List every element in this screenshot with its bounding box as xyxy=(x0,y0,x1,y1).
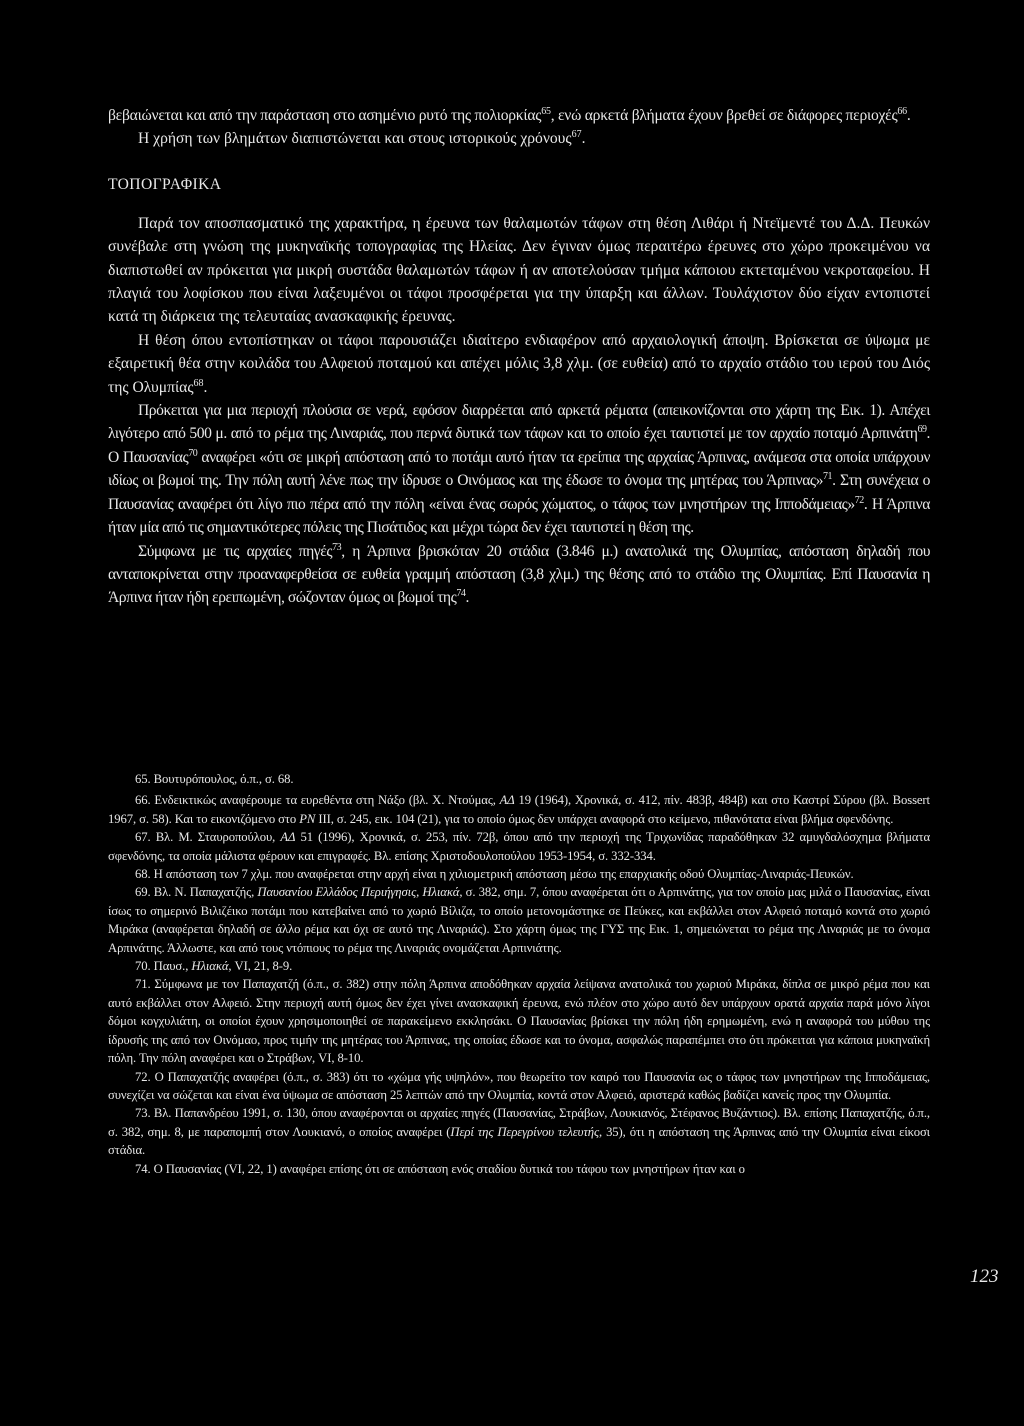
text: . Στη συνέχεια ο Παυσανίας αναφέρει ότι λίγο πιο πέρα από την πόλη «είναι ένας σωρός χώματος, ο τάφος των μνηστήρων της Ιπποδάμειας» xyxy=(108,472,930,513)
text: , ενώ αρκετά βλήματα έχουν βρεθεί σε διάφορες περιοχές xyxy=(550,107,898,124)
text: PN xyxy=(299,811,316,826)
paragraph-0 xyxy=(108,104,930,127)
footnote-74: 74. Ο Παυσανίας (VI, 22, 1) αναφέρει επίσης ότι σε απόσταση ενός σταδίου δυτικά του τάφου των μνηστήρων ήταν και ο xyxy=(135,1161,745,1176)
paragraph-1 xyxy=(108,127,930,150)
text: III, σ. 245, εικ. 104 (21), για το οποίο όμως δεν υπάρχει αναφορά στο κείμενο, πιθανότατα είναι βλήμα σφενδόνης. xyxy=(315,811,894,826)
text: αναφέρει «ότι σε μικρή απόσταση από το ποτάμι αυτό ήταν τα ερείπια της αρχαίας Άρπινας, ανάμεσα στα οποία υπάρχουν ιδίως οι βωμοί της. Την πόλη αυτή λένε πως την ίδρυσε ο Οινόμαος και της έδωσε το όνομα της μητέρας του Άρπινας» xyxy=(108,448,930,490)
main-text xyxy=(108,104,930,610)
footnote-ref-71[interactable]: 71 xyxy=(823,471,833,483)
footnote-68: 68. Η απόσταση των 7 χλμ. που αναφέρεται στην αρχή είναι η χιλιομετρική απόσταση μέσω της επαρχιακής οδού Ολυμπίας-Λιναριάς-Πευκών. xyxy=(135,867,854,882)
text: Η χρήση των βλημάτων διαπιστώνεται και στους ιστορικούς χρόνους xyxy=(138,130,572,148)
footnote-67 xyxy=(108,828,930,865)
text: Ηλιακά xyxy=(191,959,229,974)
footnote-ref-69[interactable]: 69 xyxy=(917,424,927,436)
text: ΑΔ xyxy=(280,830,296,845)
text: 69. Βλ. Ν. Παπαχατζής, xyxy=(135,885,258,900)
text: 73. Βλ. Παπανδρέου 1991, σ. 130, όπου αναφέρονται οι αρχαίες πηγές (Παυσανίας, Στράβων, Λουκιανός, Στέφανος Βυζάντιος). Βλ. επίσης Παπαχατζής, ό.π., σ. 382, σημ. 8, με παραπομπή στον Λουκιανό, ο οποίος αναφέρει ( xyxy=(108,1106,930,1139)
text: 67. Βλ. Μ. Σταυροπούλου, xyxy=(135,830,281,845)
text: 70. Παυσ., xyxy=(135,959,192,974)
text: 51 (1996), Χρονικά, σ. 253, πίν. 72β, όπου από την περιοχή της Τριχωνίδας παραδόθηκαν 32 αμυγδαλόσχημα βλήματα σφενδόνης, τα οποία μάλιστα φέρουν και επιγραφές. Βλ. επίσης Χριστοδουλοπούλου 1953-1954, σ. 332-334. xyxy=(108,830,931,863)
text: . xyxy=(581,130,586,148)
text: Παυσανίου Ελλάδος Περιήγησις, Ηλιακά xyxy=(257,885,460,900)
page-number: 123 xyxy=(970,1266,999,1287)
footnote-ref-73[interactable]: 73 xyxy=(332,541,342,553)
footnote-ref-67[interactable]: 67 xyxy=(571,129,582,141)
main-body xyxy=(108,104,930,610)
text: . xyxy=(465,589,469,607)
text: Σύμφωνα με τις αρχαίες πηγές xyxy=(138,542,333,560)
footnote-ref-65[interactable]: 65 xyxy=(541,106,551,117)
paragraph-5 xyxy=(108,540,930,610)
text: Περί της Περεγρίνου τελευτής xyxy=(450,1124,600,1139)
footnote-70 xyxy=(108,957,930,975)
text: ΑΔ xyxy=(499,793,515,808)
footnote-ref-74[interactable]: 74 xyxy=(456,588,466,600)
footnote-73 xyxy=(108,1104,930,1159)
footnote-71: 71. Σύμφωνα με τον Παπαχατζή (ό.π., σ. 382) στην πόλη Άρπινα αποδόθηκαν αρχαία λείψανα ανατολικά του χωριού Μιράκα, δίπλα σε μικρό ρέμα που και αυτό εκβάλλει στον Αλφειό. Στην περιοχή αυτή όμως δεν έχει γίνει ανασκαφική έρευνα, ενώ πλέον στο χώρο αυτό δεν υπάρχουν ορατά αρχαία παρά μόνο λίγοι δόμοι κογχυλιάτη, οι οποίοι έχουν χρησιμοποιηθεί σε παρακείμενο εκκλησάκι. Ο Παυσανίας βρίσκει την πόλη ήδη ερημωμένη, ενώ η αναφορά του μύθου της ίδρυσής της από τον Οινόμαο, προς τιμήν της μητέρας του Άρπινας, της οποίας έδωσε και το όνομα, ασφαλώς παραπέμπει στο ότι πρόκειται για κάποια μυκηναϊκή πόλη. Την πόλη αναφέρει και ο Στράβων, VI, 8-10. xyxy=(108,977,930,1066)
text: Πρόκειται για μια περιοχή πλούσια σε νερά, εφόσον διαρρέεται από αρκετά ρέματα (απεικονίζονται στο χάρτη της Εικ. 1). Απέχει λιγότερο από 500 μ. από το ρέμα της Λιναριάς, που περνά δυτικά των τάφων και το οποίο έχει ταυτιστεί με τον αρχαίο ποταμό Αρπινάτη xyxy=(108,402,930,443)
section-heading: ΤΟΠΟΓΡΑΦΙΚΑ xyxy=(108,175,222,193)
paragraph-2: Παρά τον αποσπασματικό της χαρακτήρα, η έρευνα των θαλαμωτών τάφων στη θέση Λιθάρι ή Ντεϊμεντέ του Δ.Δ. Πευκών συνέβαλε στη γνώση της μυκηναϊκής τοπογραφίας της Ηλείας. Δεν έγιναν όμως περαιτέρω έρευνες στο χώρο προκειμένου να διαπιστωθεί αν πρόκειται για μικρή συστάδα θαλαμωτών τάφων ή αν αποτελούσαν τμήμα κάποιου εκτεταμένου νεκροταφείου. Η πλαγιά του λοφίσκου που είναι λαξευμένοι οι τάφοι προσφέρεται για την ύπαρξη και άλλων. Τουλάχιστον δύο είχαν εντοπιστεί κατά τη διάρκεια της τελευταίας ανασκαφικής έρευνας. xyxy=(108,214,930,326)
text: . Η Άρπινα ήταν μία από τις σημαντικότερες πόλεις της Πισάτιδος και μέχρι τώρα δεν έχει ταυτιστεί η θέση της. xyxy=(108,495,930,537)
paragraph-4 xyxy=(108,399,930,539)
text: , VI, 21, 8-9. xyxy=(228,959,293,974)
paragraph-3 xyxy=(108,329,930,399)
footnote-65: 65. Βουτυρόπουλος, ό.π., σ. 68. xyxy=(135,772,294,786)
text: . Ο Παυσανίας xyxy=(108,425,930,466)
text: . xyxy=(203,378,208,396)
footnote-ref-72[interactable]: 72 xyxy=(854,494,864,506)
text: 66. Ενδεικτικώς αναφέρουμε τα ευρεθέντα στη Νάξο (βλ. Χ. Ντούμας, xyxy=(135,793,500,808)
text: , η Άρπινα βρισκόταν 20 στάδια (3.846 μ.) ανατολικά της Ολυμπίας, απόσταση δηλαδή που ανταποκρίνεται στην προαναφερθείσα σε ευθεία γραμμή απόσταση (3,8 χλμ.) της θέσης από το στάδιο της Ολυμπίας. Επί Παυσανία η Άρπινα ήταν ήδη ερειπωμένη, σώζονταν όμως οι βωμοί της xyxy=(108,542,930,607)
footnote-69 xyxy=(108,883,930,957)
footnote-ref-66[interactable]: 66 xyxy=(897,106,907,117)
footnotes xyxy=(108,770,930,1178)
text: βεβαιώνεται και από την παράσταση στο ασημένιο ρυτό της πολιορκίας xyxy=(108,107,542,124)
text: , σ. 382, σημ. 7, όπου αναφέρεται ότι ο Αρπινάτης, για τον οποίο μας μιλά ο Παυσανίας, είναι ίσως το σημερινό Βιλιζέικο ποτάμι που κατεβαίνει από το χωριό Βίλιζα, το οποίο μετονομάστηκε σε Πεύκες, και εκβάλλει στον Αλφειό ποταμό κοντά στο χωριό Μιράκα (αναφέρεται δηλαδή σε άλλο ρέμα και όχι σε αυτό της Λιναριάς). Στο χάρτη όμως της ΓΥΣ της Εικ. 1, σημειώνεται το ρέμα της Λιναριάς με το όνομα Αρπινάτης. Άλλωστε, και από τους ντόπιους το ρέμα της Λιναριάς ονομάζεται Αρπινιάτης. xyxy=(108,885,931,955)
footnote-66 xyxy=(108,791,930,828)
text: 19 (1964), Χρονικά, σ. 412, πίν. 483β, 484β) και στο Καστρί Σύρου (βλ. Bossert 1967, σ. 58). Και το εικονιζόμενο στο xyxy=(108,793,930,826)
text: , 35), ότι η απόσταση της Άρπινας από την Ολυμπία είναι είκοσι στάδια. xyxy=(108,1124,930,1158)
footnote-72: 72. Ο Παπαχατζής αναφέρει (ό.π., σ. 383) ότι το «χώμα γής υψηλόν», που θεωρείτο τον καιρό του Παυσανία ως ο τάφος των μνηστήρων της Ιπποδάμειας, συνεχίζει να σώζεται και είναι ένα ύψωμα σε απόσταση 25 λεπτών από την Ολυμπία, κοντά στον Αλφειό, αριστερά καθώς βαδίζει κανείς προς την Ολυμπία. xyxy=(108,1069,930,1102)
footnote-ref-70[interactable]: 70 xyxy=(188,447,198,459)
text: . xyxy=(906,107,911,124)
text: Η θέση όπου εντοπίστηκαν οι τάφοι παρουσιάζει ιδιαίτερο ενδιαφέρον από αρχαιολογική άποψη. Βρίσκεται σε ύψωμα με εξαιρετική θέα στην κοιλάδα του Αλφειού ποταμού και απέχει μόλις 3,8 χλμ. (σε ευθεία) από το αρχαίο στάδιο του ιερού του Διός της Ολυμπίας xyxy=(108,331,930,396)
footnote-ref-68[interactable]: 68 xyxy=(193,377,204,389)
